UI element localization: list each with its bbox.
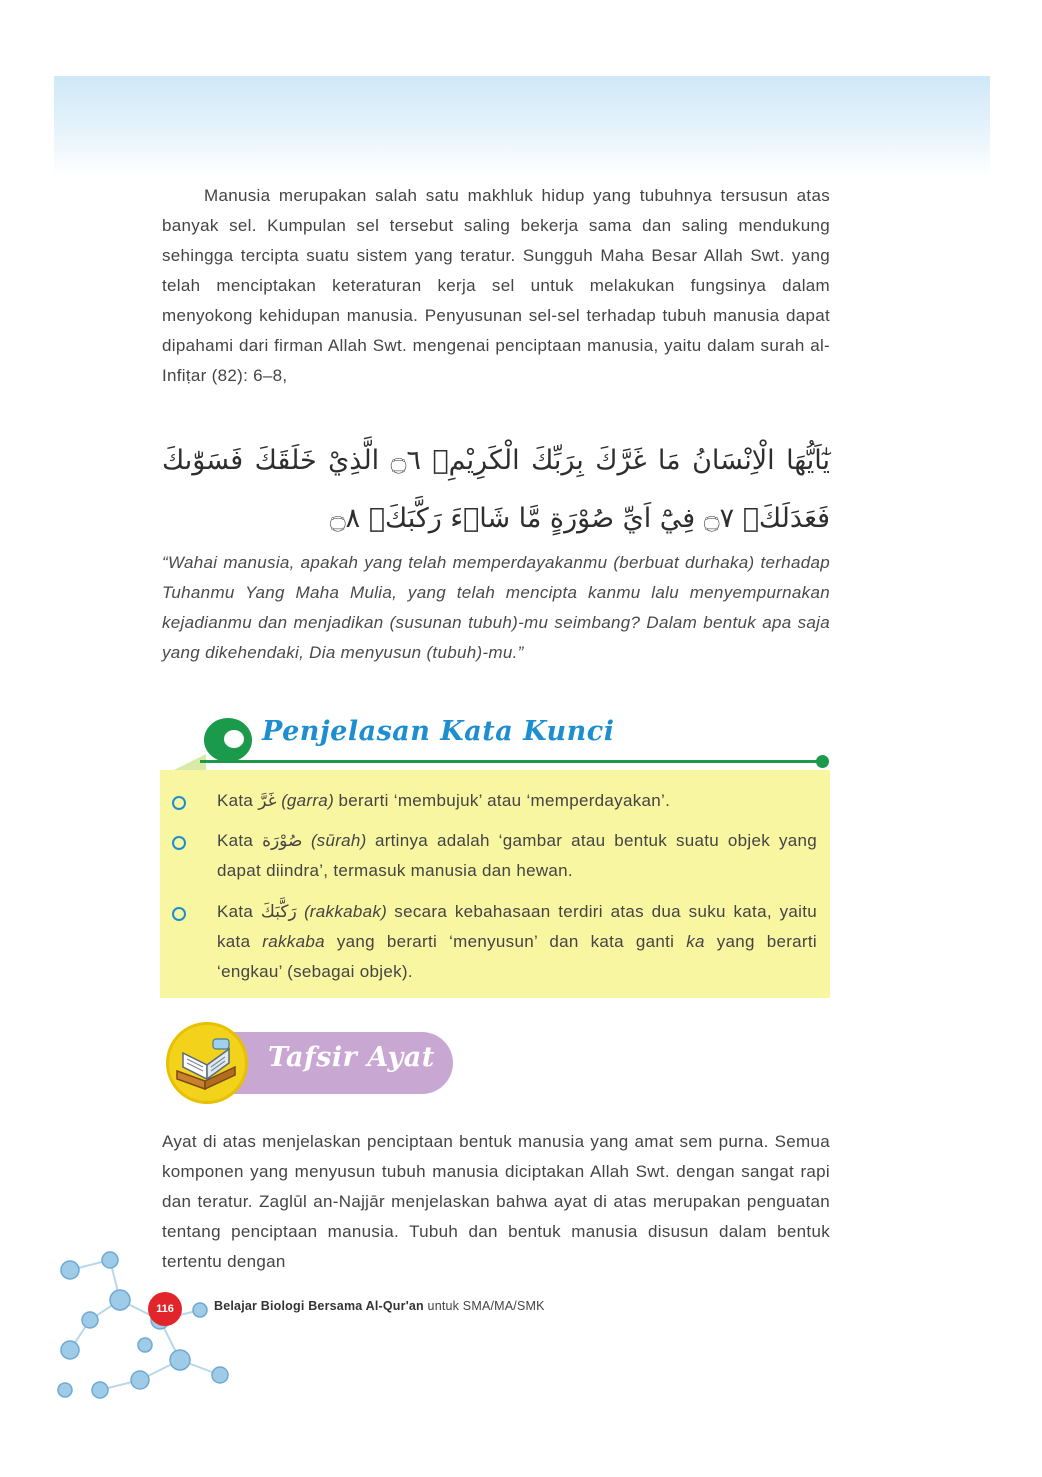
transliteration: (rakkabak): [304, 902, 387, 921]
running-footer: [214, 1299, 545, 1313]
key-term-text: Kata غَرَّ (garra) berarti ‘membujuk’ atau ‘memperdayakan’.: [217, 791, 671, 811]
molecule-decoration-graphic: [50, 1240, 250, 1410]
bullet-icon: [172, 796, 186, 810]
arabic-term: غَرَّ: [258, 791, 277, 811]
transliteration: (sūrah): [311, 831, 367, 850]
key-terms-line-end-dot: [816, 755, 829, 768]
arabic-term: صُوْرَة: [262, 831, 303, 851]
quran-verse-arabic: يٰٓاَيُّهَا الْاِنْسَانُ مَا غَرَّكَ بِرَبِّكَ الْكَرِيْمِۙ ۝٦ الَّذِيْ خَلَقَكَ فَسَوّٰىكَ فَعَدَلَكَۙ ۝٧ فِيْٓ اَيِّ صُوْرَةٍ مَّا شَاۤءَ رَكَّبَكَۗ ۝٨: [162, 445, 830, 534]
tafsir-book-icon: [166, 1022, 248, 1104]
transliteration: (garra): [281, 791, 334, 810]
verse-translation: “Wahai manusia, apakah yang telah memperdayakanmu (berbuat durhaka) terhadap Tuhanmu Yang Maha Mulia, yang telah mencipta kanmu lalu menyempurnakan kejadianmu dan menjadikan (susunan tubuh)-mu seimbang? Dalam bentuk apa saja yang dikehendaki, Dia menyusun (tubuh)-mu.”: [162, 553, 830, 662]
arabic-term: رَكَّبَكَ: [260, 902, 297, 922]
header-gradient-band: [54, 76, 990, 176]
key-terms-underline: [200, 760, 822, 763]
tafsir-title: Tafsir Ayat: [268, 1042, 435, 1073]
molecule-decoration: [50, 1240, 250, 1410]
key-terms-header: [160, 714, 832, 774]
intro-paragraph: Manusia merupakan salah satu makhluk hidup yang tubuhnya tersusun atas banyak sel. Kumpulan sel tersebut saling bekerja sama dan saling mendukung sehingga tercipta suatu sistem yang teratur. Sungguh Maha Besar Allah Swt. yang telah menciptakan keteraturan kerja sel untuk melakukan fungsinya dalam menyokong kehidupan manusia. Penyusunan sel-sel terhadap tubuh manusia dapat dipahami dari firman Allah Swt. mengenai penciptaan manusia, yaitu dalam surah al-Infiṭar (82): 6–8,: [162, 186, 830, 385]
key-term-text: Kata رَكَّبَكَ (rakkabak) secara kebahasaan terdiri atas dua suku kata, yaitu kata rakkaba yang berarti ‘menyusun’ dan kata ganti ka yang berarti ‘engkau’ (sebagai objek).: [217, 902, 817, 981]
key-terms-title: Penjelasan Kata Kunci: [262, 716, 615, 747]
book-audience: untuk SMA/MA/SMK: [427, 1299, 545, 1313]
speech-bubble-icon-highlight: [224, 730, 244, 748]
bullet-icon: [172, 836, 186, 850]
open-book-icon: [169, 1025, 245, 1101]
key-term-text: Kata صُوْرَة (sūrah) artinya adalah ‘gambar atau bentuk suatu objek yang dapat diindra’, termasuk manusia dan hewan.: [217, 831, 818, 880]
book-title: Belajar Biologi Bersama Al-Qur'an: [214, 1299, 424, 1313]
key-terms-box: [160, 770, 830, 998]
bullet-icon: [172, 907, 186, 921]
tafsir-paragraph: Ayat di atas menjelaskan penciptaan bentuk manusia yang amat sem purna. Semua komponen yang menyusun tubuh manusia diciptakan Allah Swt. dengan sangat rapi dan teratur. Zaglūl an-Najjār menjelaskan bahwa ayat di atas merupakan penguatan tentang penciptaan manusia. Tubuh dan bentuk manusia disusun dalam bentuk tertentu dengan: [162, 1132, 830, 1271]
page-number-badge: 116: [148, 1292, 182, 1326]
